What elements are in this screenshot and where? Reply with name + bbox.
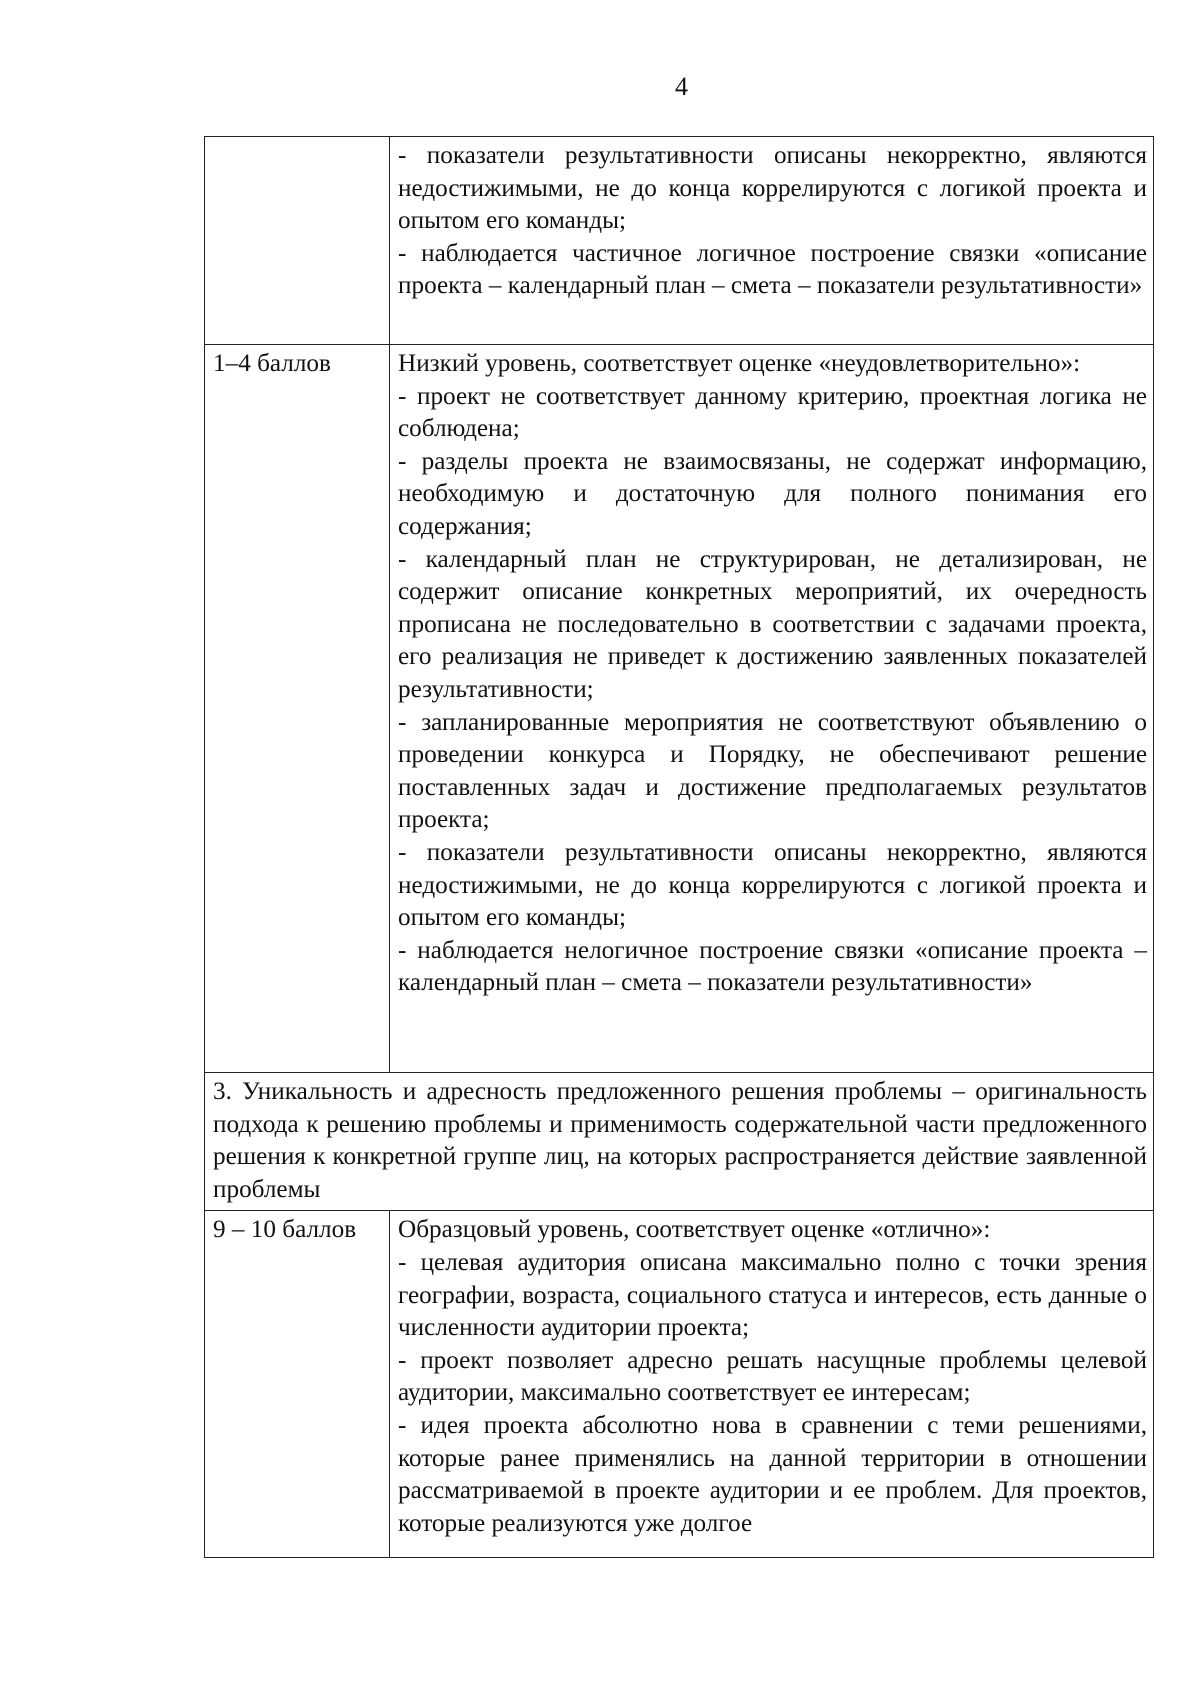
criterion-line: - показатели результативности описаны некорректно, являются недостижимыми, не до конца коррелируются с логикой проекта и опытом его команды; (398, 838, 1147, 932)
description-cell (390, 1211, 1154, 1558)
criterion-line: - показатели результативности описаны некорректно, являются недостижимыми, не до конца коррелируются с логикой проекта и опытом его команды; (398, 142, 1147, 235)
table-row (205, 345, 1154, 1073)
page-number: 4 (675, 72, 688, 101)
criterion-line: - целевая аудитория описана максимально полно с точки зрения географии, возраста, социального статуса и интересов, есть данные о численности аудитории проекта; (398, 1248, 1147, 1342)
score-cell (205, 137, 390, 345)
table-row (205, 137, 1154, 345)
section-row (205, 1073, 1154, 1211)
criterion-line: - проект позволяет адресно решать насущные проблемы целевой аудитории, максимально соответствует ее интересам; (398, 1346, 1147, 1407)
section-heading: 3. Уникальность и адресность предложенного решения проблемы – оригинальность подхода к решению проблемы и применимость содержательной части предложенного решения к конкретной группе лиц, на которых распространяется действие заявленной проблемы (205, 1073, 1154, 1211)
criterion-line: - наблюдается частичное логичное построение связки «описание проекта – календарный план – смета – показатели результативности» (398, 239, 1147, 300)
criterion-line: - наблюдается нелогичное построение связки «описание проекта – календарный план – смета – показатели результативности» (398, 936, 1147, 997)
criterion-line: - запланированные мероприятия не соответствуют объявлению о проведении конкурса и Порядку, не обеспечивают решение поставленных задач и достижение предполагаемых результатов проекта; (398, 708, 1147, 834)
score-cell: 9 – 10 баллов (205, 1211, 390, 1558)
criterion-line: - идея проекта абсолютно нова в сравнении с теми решениями, которые ранее применялись на данной территории в отношении рассматриваемой в проекте аудитории и ее проблем. Для проектов, которые реализуются уже долгое (398, 1411, 1147, 1537)
score-cell: 1–4 баллов (205, 345, 390, 1073)
level-heading: Образцовый уровень, соответствует оценке «отлично»: (398, 1216, 991, 1244)
criteria-table (204, 136, 1154, 1558)
criterion-line: - разделы проекта не взаимосвязаны, не содержат информацию, необходимую и достаточную для полного понимания его содержания; (398, 447, 1147, 540)
criterion-line: - календарный план не структурирован, не детализирован, не содержит описание конкретных мероприятий, их очередность прописана не последовательно в соответствии с задачами проекта, его реализация не приведет к достижению заявленных показателей результативности; (398, 545, 1147, 703)
criterion-line: - проект не соответствует данному критерию, проектная логика не соблюдена; (398, 382, 1147, 443)
description-cell (390, 137, 1154, 345)
description-cell (390, 345, 1154, 1073)
level-heading: Низкий уровень, соответствует оценке «неудовлетворительно»: (398, 350, 1081, 377)
table-row (205, 1211, 1154, 1558)
